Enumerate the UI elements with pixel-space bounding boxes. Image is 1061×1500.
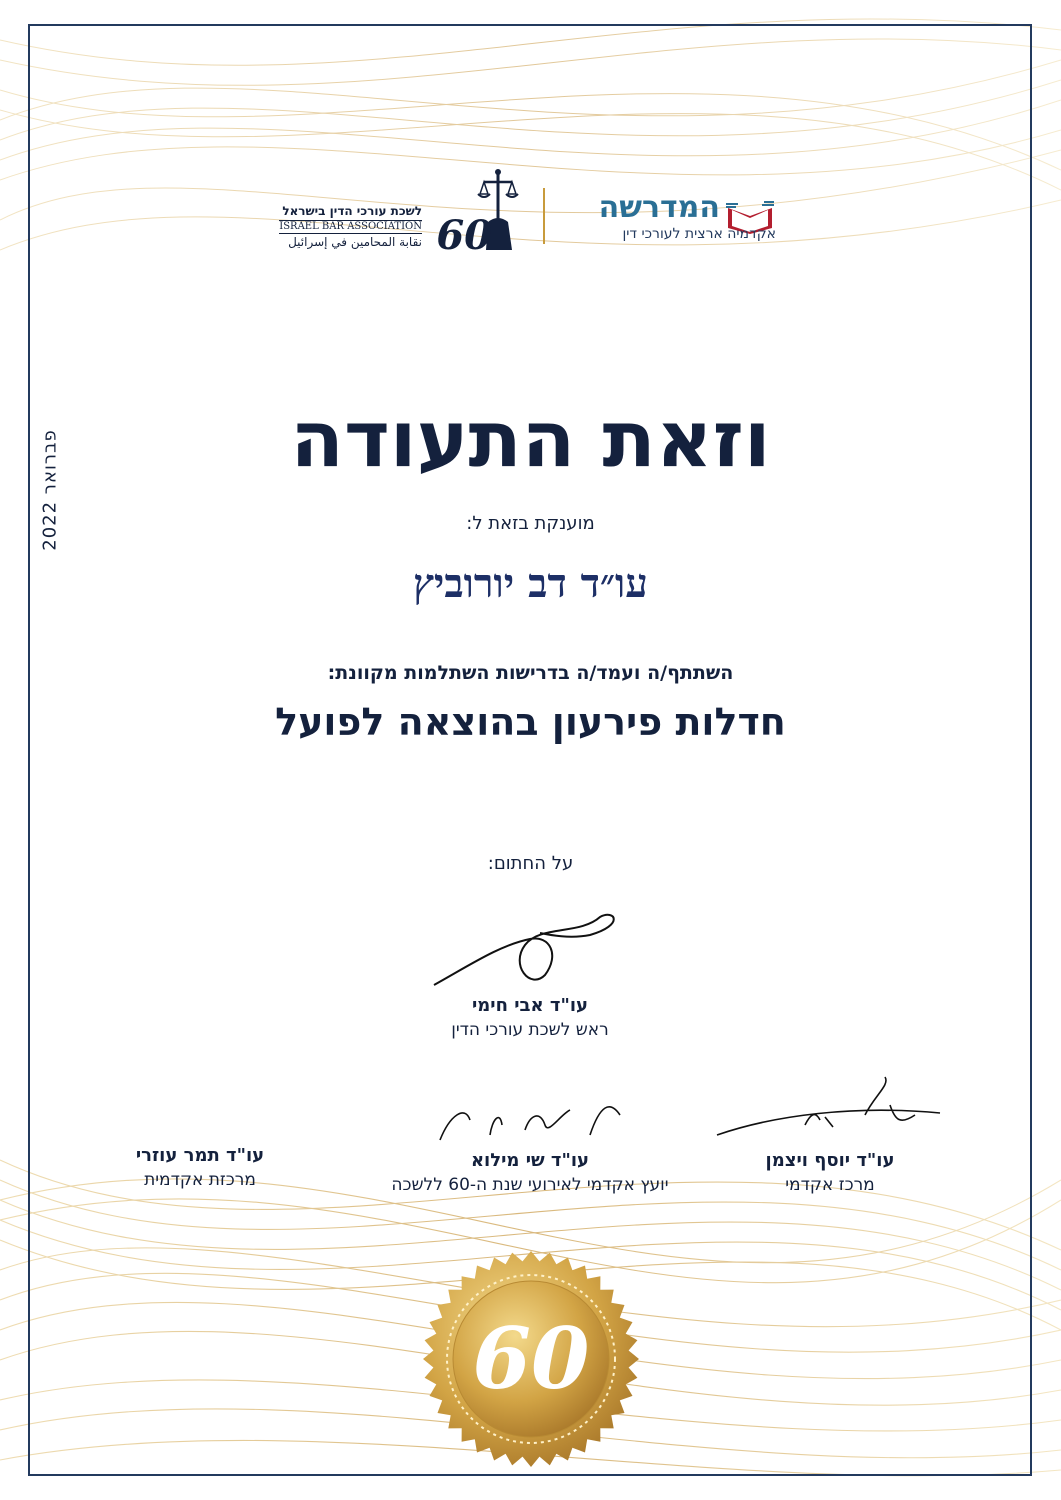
presented-to-label: מוענקת בזאת ל:: [466, 513, 595, 534]
logo-divider: [543, 188, 545, 244]
madrasha-subtitle: אקדמיה ארצית לעורכי דין: [622, 226, 776, 242]
bar-arabic-name: نقابة المحامين في إسرائيل: [288, 235, 422, 249]
right-signatory-name: עו"ד יוסף ויצמן: [765, 1150, 895, 1171]
seal-number: 60: [472, 1309, 590, 1408]
signature-right: [715, 1075, 945, 1150]
certificate-date: פברואר 2022: [39, 429, 61, 551]
seal-icon: [420, 1248, 642, 1470]
participation-text: השתתף/ה ועמד/ה בדרישות השתלמות מקוונת:: [327, 662, 734, 684]
signature-main: [430, 905, 630, 995]
center-signatory-role: יועץ אקדמי לאירועי שנת ה-60 ללשכה: [391, 1175, 669, 1195]
madrasha-name: המדרשה: [598, 190, 720, 225]
certificate-title: וזאת התעודה: [290, 395, 771, 485]
bar-english-name: ISRAEL BAR ASSOCIATION: [279, 221, 422, 232]
signature-center: [430, 1095, 630, 1150]
bar-association-logo: [279, 160, 532, 260]
main-signatory-role: ראש לשכת עורכי הדין: [451, 1020, 609, 1040]
center-signatory-name: עו"ד שי מילוא: [470, 1150, 590, 1171]
main-signatory-name: עו"ד אבי חימי: [471, 995, 589, 1016]
gold-seal: [420, 1248, 642, 1470]
left-signatory-name: עו"ד תמר עוזרי: [135, 1145, 265, 1166]
signed-by-label: על החתום:: [487, 853, 574, 874]
bar-hebrew-name: לשכת עורכי הדין בישראל: [282, 204, 422, 218]
recipient-name: עו״ד דב יורוביץ: [413, 560, 648, 607]
course-name: חדלות פירעון בהוצאה לפועל: [275, 700, 786, 744]
left-signatory-role: מרכזת אקדמית: [144, 1170, 256, 1190]
madrasha-logo: [560, 190, 776, 246]
right-signatory-role: מרכז אקדמי: [785, 1175, 875, 1195]
bar-emblem-number: 60: [436, 212, 492, 259]
